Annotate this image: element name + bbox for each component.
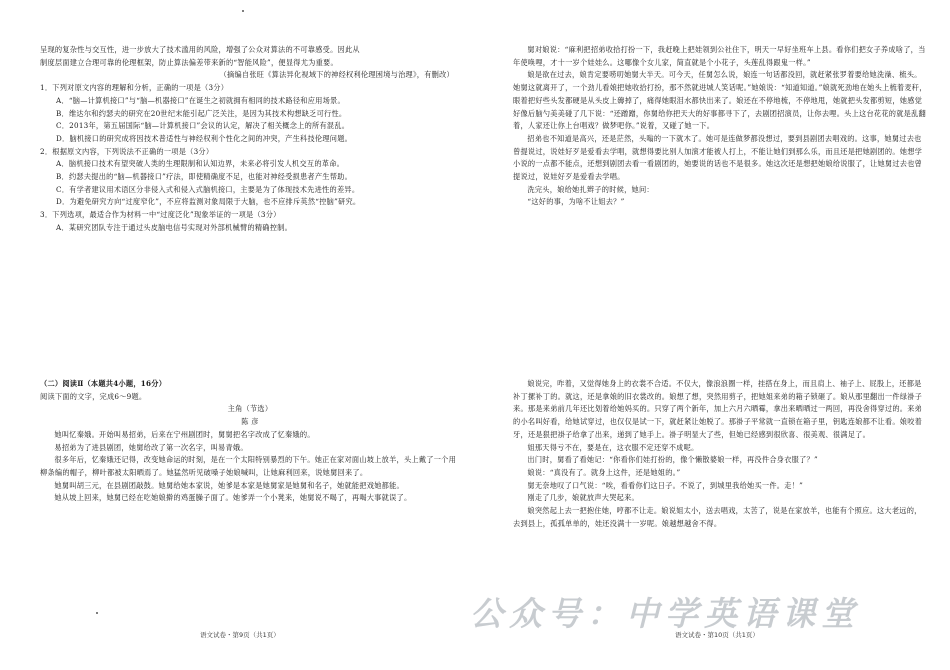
story-paragraph: 她舅叫胡三元，在县剧团敲鼓。她舅给她本家说，她爹是本家是她舅家是她舅和名子，她就能把戏她都能。 [54,480,404,490]
scan-dot [96,612,98,614]
story-title: 主角（节选） [227,404,273,414]
story-paragraph: 姐那天得亏不在，要是在，这衣服不定还穿不成呢。 [527,442,699,452]
left-bottom-column [40,378,460,505]
question-1-option-b: B．维达尔和约瑟夫的研究在20世纪末能引起广泛关注，是因为其技术构想缺乏可行性。 [56,108,347,118]
story-paragraph: 很多年后，忆秦娥还记得，改变她命运的时刻，是在一个太阳特别暴烈的下午。她正在家对面山坡上放羊，头上戴了一个用柳条编的帽子，柳叶都被太阳晒焉了。她猛然听见破嗓子她娘喊叫，让她麻利回来，说她舅回来了。 [40,455,457,477]
question-3-option-a: A．某研究团队专注于通过头皮脑电信号实现对外部机械臂的精确控制。 [56,222,293,232]
right-top-column [513,44,927,209]
question-1-option-a: A．“脑—计算机接口”与“脑—机器接口”在诞生之初就拥有相同的技术路径和应用场景。 [56,95,345,105]
story-paragraph: 她叫忆秦娥。开始叫易招弟，后来在宁州剧团时，舅舅把名字改成了忆秦娥的。 [54,429,315,439]
question-1-stem: 1．下列对原文内容的理解和分析，正确的一项是（3分） [40,83,229,93]
story-paragraph: 娘突然起上去一把抱住她，哼都不让走。娘说姐太小，送去唱戏，太苦了，说是在家放羊，也能有个照应。这大老远的，去到县上，孤孤单单的，娃还没满十一岁呢。娘越想越舍不得。 [513,506,922,528]
story-paragraph: 刚走了几步，娘就放声大哭起来。 [527,493,639,503]
paragraph-line: 呈现的复杂性与交互性，进一步放大了技术滥用的风险，增强了公众对算法的不可靠感受。因此从 [40,45,360,54]
left-top-column [40,44,454,235]
story-paragraph: 娘说完，咋着，又觉得她身上的衣裳不合适。不仅大，像浪浪圈一样，挂搭在身上，而且肩上、袖子上、屁股上，还都是补丁摞补丁的。就这，还是拿娘的旧衣裳改的。娘想了想，突然用剪子，把她姐来弟的箱子锁砸了。娘从那里翻出一件绿褂子来。那是来弟前几年还比划着给她妈买的。只穿了两个新年，加上六月六晒霉，拿出来晒晒过一两回，再没舍得穿过的。来弟的小名叫好看，给她试穿过，也仅仅是试一下，就赶紧让她脱了。那褂子平常就一直锁在箱子里，钥匙连娘都不让看。娘咬着牙，还是狠把褂子给拿了出来，递到了她手上。褂子明显大了些，但她已经感到很欣喜、很美观、很满足了。 [513,379,923,439]
story-paragraph: 娘是欲在过去，娘肯定要唠叨她舅大半天。可今天，任舅怎么说，娘连一句话都没回，就赶紧张罗着要给她洗澡、梳头。她舅这就离开了，一个劲儿看娘把她收拾打扮，那不然就进城人笑话呢。”她娘说：“知道知道。”娘就死劲地在她头上梳着麦秆，眼着把好些头发都硬是从头皮上薅掉了，痛得她眼泪水都快出来了。娘还在不停地梳，不停地甩，她就把头发都剪短，她感觉好像后脑勺美美碰了几下说：“还蹭蹭，你舅给你把天大的好事都寻下了，去剧团招演员，让你去哩。头上这台花花的就是乱翻着，人家还让你上台唱戏？做梦吧你。”说着，又碰了她一下。 [513,70,927,131]
question-2-option-c: C．有学者建议用术语区分非侵入式和侵入式脑机接口，主要是为了体现技术先进性的差异。 [56,184,360,194]
story-paragraph: 易招弟为了进县剧团，她舅给改了第一次名字，叫易青娥。 [54,442,248,452]
right-page [475,0,950,670]
story-paragraph: 舅无奈地叹了口气说：“唉，看看你们这日子。不说了，到城里我给她买一件。走！” [527,480,803,490]
story-paragraph: 出门时，舅看了看她记：“你看你们娃打扮的，像个懒散婆娘一样，再没件合身衣服了？” [527,455,818,465]
story-paragraph: 洗完头，娘给她扎辫子的时候，她问： [527,184,654,194]
story-paragraph: 招弟也不知道是高兴，还是茫然，头嗡的一下就木了。她可是连做梦都没想过，要到县剧团去唱戏的。这事，她舅过去也曾提说过，说娃好歹是爱看去学唱，就想得要比别人加演才能被人打上，不能让她们到那么乐，而且还是把她剧团的。她想学小说的一点都不能点，还想到剧团去看一看剧团的，她要说的话也不是很多。她这次还是想把她娘给说服了，让她舅过去也曾提说过，说娃好歹是爱看去学唱。 [513,133,923,182]
question-2-option-d: D．为避免研究方向“过度窄化”，不应将监测对象局限于大脑，也不应排斥英然“控脑”研究。 [56,197,361,207]
story-paragraph: “这好的事，为啥不让姐去？” [527,197,625,207]
story-paragraph: 娘说：“真没有了。就身上这件，还是她姐的。” [527,467,681,477]
question-2-stem: 2．根据原文内容，下列说法不正确的一项是（3分） [40,146,214,156]
watermark-text: 公众号：中学英语课堂 [470,594,860,633]
question-1-option-c: C．2013年，第五届国际“脑—计算机接口”会议的认定，解决了相关概念上的所有混乱。 [56,121,350,131]
story-paragraph: 舅对娘说：“麻利把招弟收拾打扮一下，我赶晚上把娃领到公社住下，明天一早好坐班车上县。看你们把女子养成啥了，当年使唤哩，才十一岁个娃娃么。这哪像个女儿家，简直就是个小花子，头莲乱得跟鬼一样。” [513,45,926,67]
page-footer: 语文试卷・第10页（共1页） [675,631,759,639]
question-2-option-a: A．脑机接口技术有望突破人类的生理限制和认知边界，未来必将引发人机交互的革命。 [56,159,345,169]
source-citation: （摘编自张旺《算法异化视域下的神经权利伦理困境与治理》，有删改） [219,70,454,80]
question-3-stem: 3．下列选项，最适合作为材料一中“过度泛化”现象举证的一项是（3分） [40,210,281,220]
reading-instruction: 阅读下面的文字，完成6～9题。 [40,391,147,401]
question-2-option-b: B．约瑟夫提出的“脑—机器接口”疗法，即使精确度不足，也能对神经受损患者产生帮助。 [56,172,353,182]
story-paragraph: 她从坡上回来，她舅已经在吃她娘擀的鸡蛋臊子面了。她爹弄一个小凳来，她舅说不喝了，再喝大事就误了。 [54,493,412,503]
right-bottom-column [513,378,927,530]
paragraph-line: 制度层面建立合理可靠的伦理框架，防止算法偏差带来新的“智能风险”，便显得尤为重要。 [40,57,338,67]
section-heading: （二）阅读Ⅱ（本题共4小题，16分） [40,379,167,388]
question-1-option-d: D．脑机接口的研究成将因技术普适性与神经权利个性化之间的冲突，产生科技伦理问题。 [56,133,353,143]
scan-dot [242,10,244,12]
page-footer: 语文试卷・第9页（共1页） [200,631,280,639]
story-author: 陈 彦 [241,417,259,427]
